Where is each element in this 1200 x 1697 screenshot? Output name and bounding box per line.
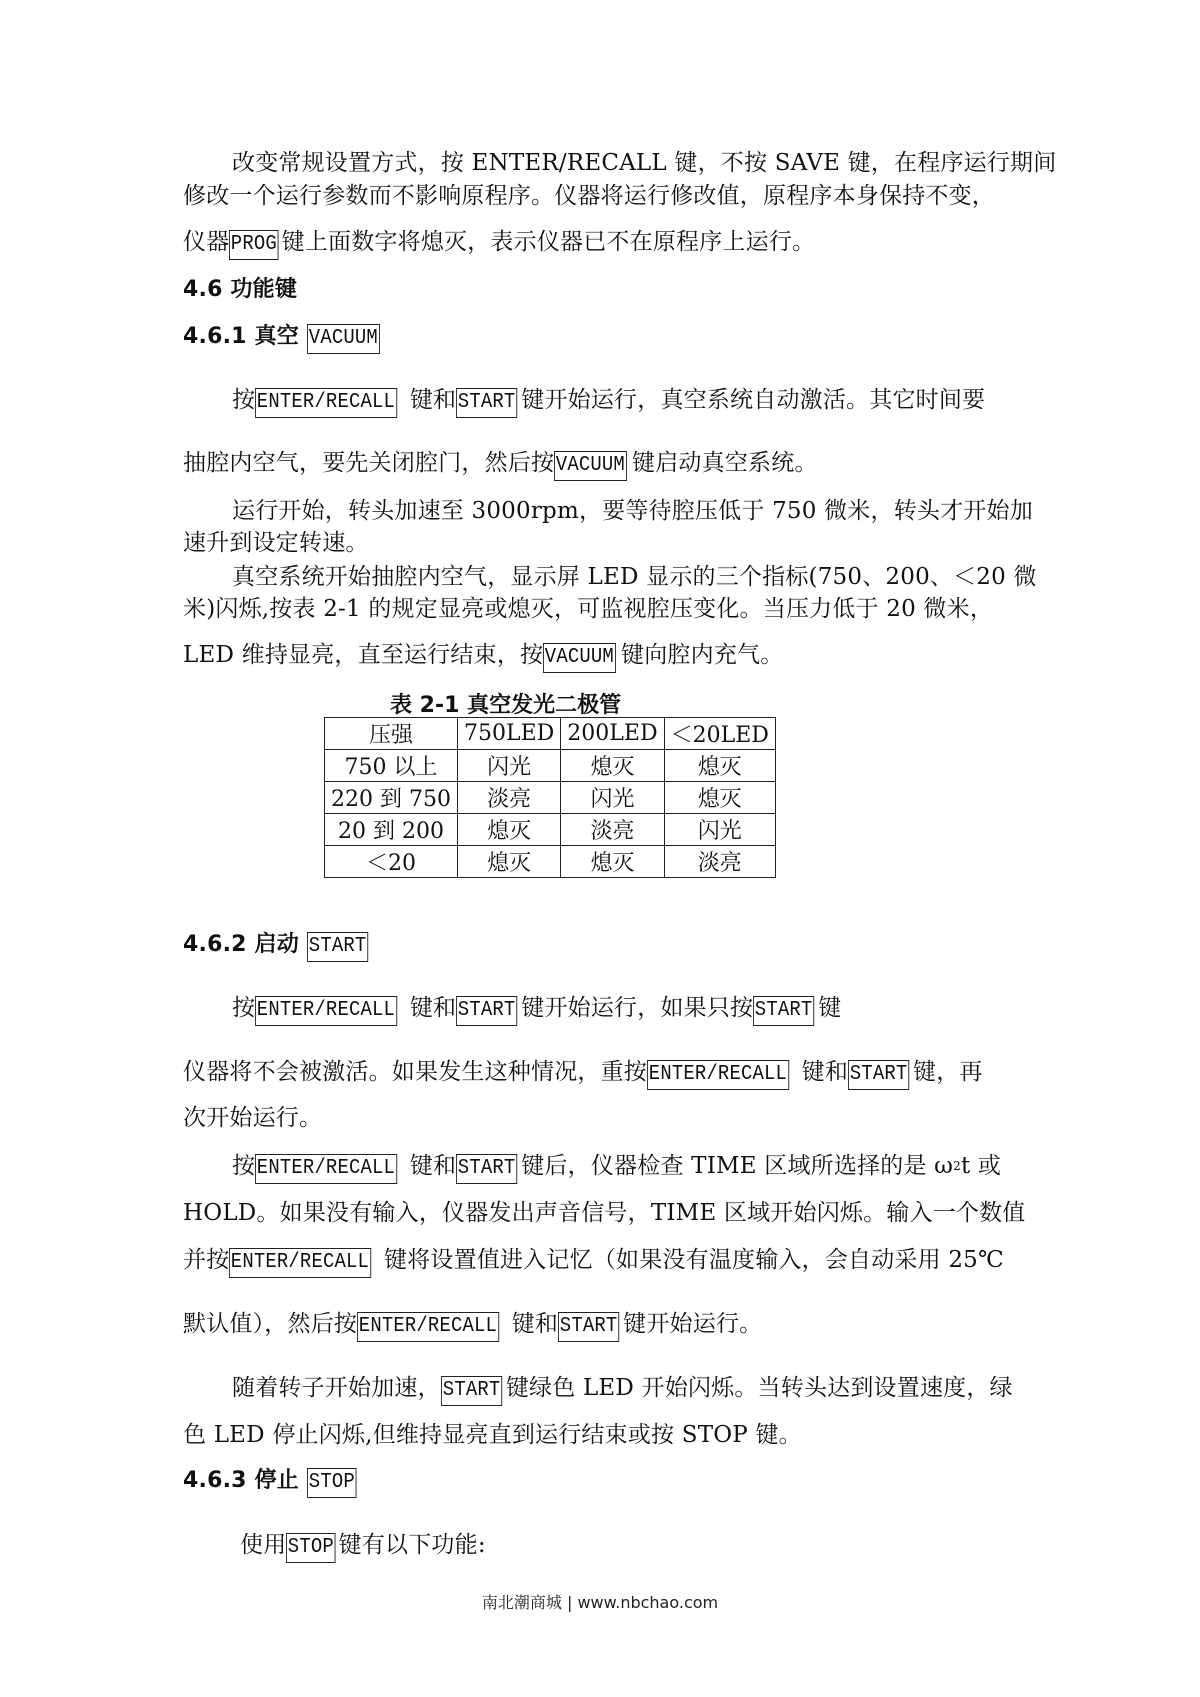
text-span: t 或 (960, 1153, 1002, 1179)
text-span: 键 (818, 995, 842, 1021)
text-span: 键和 (511, 1311, 559, 1337)
text-span: 仪器将不会被激活。如果发生这种情况，重按 (183, 1059, 647, 1085)
table-cell: 闪光 (561, 782, 664, 814)
sec461-p1-line-1 (232, 385, 985, 418)
text-span: 键和 (801, 1059, 849, 1085)
start-key: START (307, 932, 368, 962)
start-key: START (456, 996, 517, 1026)
sec461-p2-line-2: 速升到设定转速。 (183, 530, 369, 556)
vacuum-key: VACUUM (543, 643, 616, 673)
table-cell: 淡亮 (561, 814, 664, 846)
table-cell: 熄灭 (561, 750, 664, 782)
text-span: 键后，仪器检查 TIME 区域所选择的是 ω (521, 1153, 954, 1179)
table-row (325, 814, 776, 846)
text-span: 键开始运行，真空系统自动激活。其它时间要 (521, 387, 986, 413)
sec462-p2-line-1 (232, 1151, 1001, 1184)
text-span: 键和 (409, 995, 457, 1021)
section-4-6-2-heading (183, 930, 372, 962)
text-span: 按 (232, 387, 256, 413)
text-span: 键，再 (913, 1059, 983, 1085)
table-cell: 熄灭 (457, 846, 560, 878)
sec462-p1-line-3: 次开始运行。 (183, 1105, 323, 1131)
text-span: 使用 (240, 1532, 287, 1558)
sec462-p1-line-2 (183, 1057, 983, 1090)
stop-key: STOP (307, 1468, 357, 1498)
heading-text: 4.6.2 启动 (183, 932, 299, 957)
section-4-6-1-heading (183, 322, 385, 354)
table-row (325, 782, 776, 814)
text-span: 键绿色 LED 开始闪烁。当转头达到设置速度，绿 (505, 1375, 1013, 1401)
start-key: START (558, 1312, 619, 1342)
text-span: 键和 (409, 1153, 457, 1179)
text-span: 键和 (409, 387, 457, 413)
start-key: START (441, 1376, 502, 1406)
table-header-cell: 200LED (561, 718, 664, 750)
sec462-p2-line-3 (183, 1245, 1004, 1278)
table-row (325, 750, 776, 782)
table-cell: 熄灭 (664, 750, 775, 782)
start-key: START (753, 996, 814, 1026)
table-row (325, 846, 776, 878)
text-span: 并按 (183, 1247, 230, 1273)
table-cell: 闪光 (664, 814, 775, 846)
table-cell: 750 以上 (325, 750, 458, 782)
table-cell: 淡亮 (457, 782, 560, 814)
intro-line-1: 改变常规设置方式，按 ENTER/RECALL 键，不按 SAVE 键，在程序运行期间 (232, 150, 1057, 176)
sec463-p1 (240, 1530, 486, 1563)
sec462-p3-line-2: 色 LED 停止闪烁,但维持显亮直到运行结束或按 STOP 键。 (183, 1422, 802, 1448)
sec462-p3-line-1 (232, 1373, 1013, 1406)
text-span: 按 (232, 1153, 256, 1179)
table-caption: 表 2-1 真空发光二极管 (390, 693, 622, 718)
prog-key: PROG (229, 230, 279, 260)
text-span: 键启动真空系统。 (632, 450, 818, 476)
table-header-cell: ＜20LED (664, 718, 775, 750)
enter-recall-key: ENTER/RECALL (229, 1248, 371, 1278)
text-span: 键向腔内充气。 (621, 642, 784, 668)
enter-recall-key: ENTER/RECALL (647, 1060, 789, 1090)
text-span: 随着转子开始加速， (232, 1375, 441, 1401)
sec461-p2-line-1: 运行开始，转头加速至 3000rpm，要等待腔压低于 750 微米，转头才开始加 (232, 498, 1033, 524)
text-span: 仪器 (183, 229, 230, 255)
table-cell: ＜20 (325, 846, 458, 878)
text-span: 键将设置值进入记忆（如果没有温度输入，会自动采用 25℃ (384, 1247, 1004, 1273)
start-key: START (456, 1154, 517, 1184)
table-cell: 20 到 200 (325, 814, 458, 846)
text-span: 键开始运行。 (623, 1311, 763, 1337)
sec462-p2-line-4 (183, 1309, 762, 1342)
table-cell: 闪光 (457, 750, 560, 782)
heading-text: 4.6.3 停止 (183, 1468, 299, 1493)
text-span: 键有以下功能: (338, 1532, 486, 1558)
table-cell: 淡亮 (664, 846, 775, 878)
sec461-p3-line-3 (183, 640, 783, 673)
text-span: 键开始运行，如果只按 (521, 995, 754, 1021)
heading-text: 4.6.1 真空 (183, 324, 299, 349)
text-span: 默认值），然后按 (183, 1311, 358, 1337)
text-span: 按 (232, 995, 256, 1021)
enter-recall-key: ENTER/RECALL (255, 1154, 397, 1184)
table-cell: 熄灭 (664, 782, 775, 814)
superscript: 2 (953, 1159, 961, 1173)
text-span: LED 维持显亮，直至运行结束，按 (183, 642, 544, 668)
intro-line-2: 修改一个运行参数而不影响原程序。仪器将运行修改值，原程序本身保持不变， (183, 183, 995, 209)
intro-line-3 (183, 227, 815, 260)
table-cell: 220 到 750 (325, 782, 458, 814)
table-cell: 熄灭 (561, 846, 664, 878)
section-4-6-heading: 4.6 功能键 (183, 277, 298, 302)
start-key: START (848, 1060, 909, 1090)
section-4-6-3-heading (183, 1466, 359, 1498)
table-header-cell: 750LED (457, 718, 560, 750)
sec462-p1-line-1 (232, 993, 841, 1026)
table-cell: 熄灭 (457, 814, 560, 846)
start-key: START (456, 388, 517, 418)
table-header-cell: 压强 (325, 718, 458, 750)
vacuum-key: VACUUM (554, 451, 627, 481)
vacuum-led-table (324, 717, 776, 878)
enter-recall-key: ENTER/RECALL (357, 1312, 499, 1342)
sec461-p3-line-2: 米)闪烁,按表 2-1 的规定显亮或熄灭，可监视腔压变化。当压力低于 20 微米， (183, 596, 994, 622)
vacuum-key: VACUUM (307, 324, 380, 354)
sec462-p2-line-2: HOLD。如果没有输入，仪器发出声音信号，TIME 区域开始闪烁。输入一个数值 (183, 1200, 1026, 1226)
page-footer: 南北潮商城 | www.nbchao.com (481, 1593, 719, 1612)
table-header-row (325, 718, 776, 750)
text-span: 抽腔内空气，要先关闭腔门，然后按 (183, 450, 555, 476)
enter-recall-key: ENTER/RECALL (255, 388, 397, 418)
sec461-p1-line-2 (183, 448, 818, 481)
enter-recall-key: ENTER/RECALL (255, 996, 397, 1026)
stop-key: STOP (286, 1533, 336, 1563)
text-span: 键上面数字将熄灭，表示仪器已不在原程序上运行。 (281, 229, 816, 255)
sec461-p3-line-1: 真空系统开始抽腔内空气，显示屏 LED 显示的三个指标(750、200、＜20 微 (232, 564, 1037, 590)
